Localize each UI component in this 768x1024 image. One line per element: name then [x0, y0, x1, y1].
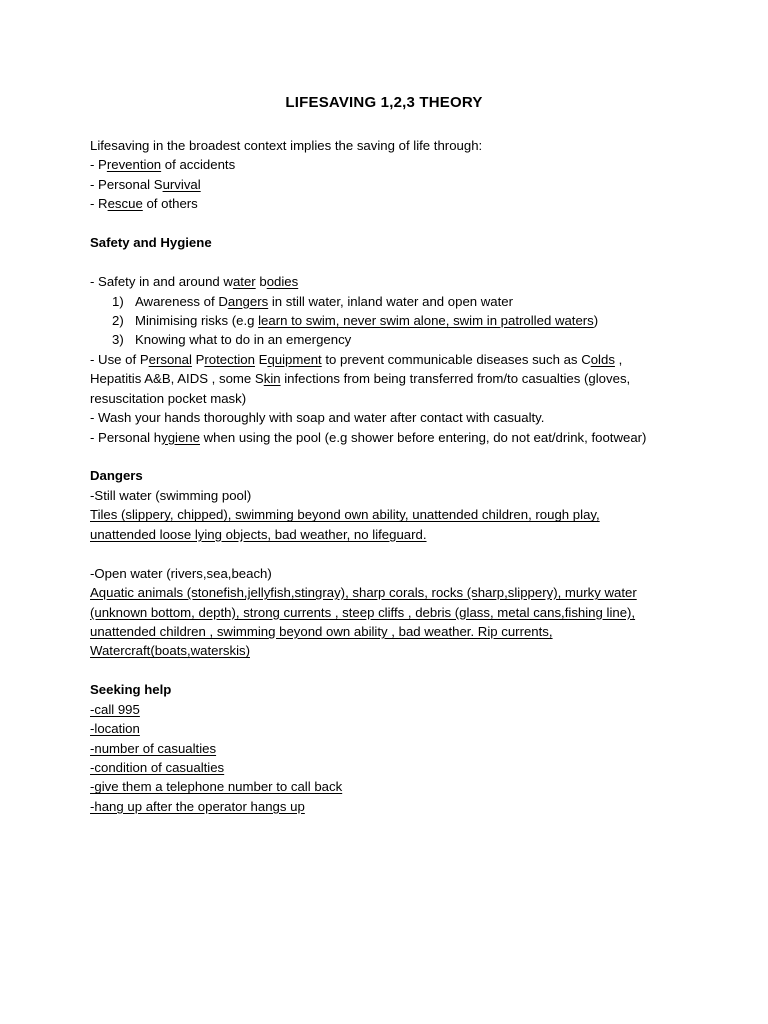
- section-heading-dangers: Dangers: [90, 468, 143, 484]
- underlined-text: quipment: [267, 351, 322, 367]
- section-heading-safety: Safety and Hygiene: [90, 235, 212, 251]
- intro-prevention: [90, 155, 690, 174]
- underlined-text: odies: [266, 274, 299, 290]
- underlined-text: urvival: [162, 176, 201, 192]
- numbered-item-2: [90, 311, 690, 330]
- hygiene-line: [90, 428, 690, 447]
- text: ,: [614, 351, 623, 367]
- underlined-text: kin: [263, 371, 281, 387]
- text: Minimising risks (e.g: [135, 312, 259, 328]
- open-water-heading: -Open water (rivers,sea,beach): [90, 565, 272, 581]
- text: - Use of P: [90, 351, 149, 367]
- ppe-line-1: [90, 350, 690, 369]
- page-title: LIFESAVING 1,2,3 THEORY: [285, 94, 483, 111]
- open-water-line-1: Aquatic animals (stonefish,jellyfish,stingray), sharp corals, rocks (sharp,slippery), murky water: [90, 585, 637, 601]
- help-item: -give them a telephone number to call back: [90, 779, 343, 795]
- underlined-text: ater: [232, 274, 256, 290]
- intro-text: Lifesaving in the broadest context implies the saving of life through:: [90, 138, 483, 153]
- underlined-text: escue: [107, 196, 143, 212]
- item-number: 1): [112, 293, 124, 309]
- text: ): [593, 312, 599, 328]
- intro-rescue: [90, 194, 690, 213]
- underlined-text: olds: [590, 351, 615, 367]
- ppe-line-3: resuscitation pocket mask): [90, 390, 247, 406]
- text: - P: [90, 157, 107, 173]
- numbered-item-1: [90, 292, 690, 311]
- ppe-line-2: [90, 369, 690, 388]
- underlined-text: angers: [227, 293, 269, 309]
- still-water-line-2: unattended loose lying objects, bad weather, no lifeguard.: [90, 526, 427, 542]
- still-water-line-1: Tiles (slippery, chipped), swimming beyond own ability, unattended children, rough play,: [90, 507, 600, 523]
- text: infections from being transferred from/to casualties (gloves,: [280, 371, 631, 387]
- item-number: 2): [112, 312, 124, 328]
- text: Awareness of D: [135, 293, 228, 309]
- text: when using the pool (e.g shower before entering, do not eat/drink, footwear): [199, 429, 647, 445]
- wash-hands-line: - Wash your hands thoroughly with soap and water after contact with casualty.: [90, 410, 545, 426]
- text: Knowing what to do in an emergency: [135, 332, 352, 348]
- help-item: -call 995: [90, 701, 140, 717]
- text: b: [255, 274, 267, 290]
- text: to prevent communicable diseases such as C: [321, 351, 591, 367]
- numbered-item-3: [90, 330, 690, 349]
- intro-survival: [90, 175, 690, 194]
- text: - Safety in and around w: [90, 274, 233, 290]
- still-water-heading: -Still water (swimming pool): [90, 487, 252, 503]
- open-water-line-4: Watercraft(boats,waterskis): [90, 643, 250, 659]
- text: - Personal h: [90, 429, 162, 445]
- text: Hepatitis A&B, AIDS , some S: [90, 371, 264, 387]
- text: - R: [90, 196, 108, 212]
- help-item: -number of casualties: [90, 740, 217, 756]
- open-water-line-2: (unknown bottom, depth), strong currents , steep cliffs , debris (glass, metal cans,fishing line),: [90, 604, 636, 620]
- help-item: -hang up after the operator hangs up: [90, 798, 305, 814]
- document-body: [90, 136, 690, 816]
- text: - Personal S: [90, 176, 163, 192]
- underlined-text: ygiene: [161, 429, 200, 445]
- underlined-text: rotection: [204, 351, 255, 367]
- underlined-text: learn to swim, never swim alone, swim in patrolled waters: [258, 312, 594, 328]
- text: P: [191, 351, 205, 367]
- open-water-line-3: unattended children , swimming beyond own ability , bad weather. Rip currents,: [90, 623, 553, 639]
- text: of accidents: [161, 157, 236, 173]
- item-number: 3): [112, 332, 124, 348]
- help-item: -location: [90, 721, 140, 737]
- section-heading-seeking-help: Seeking help: [90, 682, 172, 698]
- help-item: -condition of casualties: [90, 760, 225, 775]
- intro-line: [90, 136, 690, 155]
- safety-water-bodies: [90, 272, 690, 291]
- text: of others: [142, 196, 198, 212]
- underlined-text: revention: [106, 157, 162, 173]
- text: in still water, inland water and open water: [268, 293, 514, 309]
- underlined-text: ersonal: [148, 351, 192, 367]
- text: E: [254, 351, 268, 367]
